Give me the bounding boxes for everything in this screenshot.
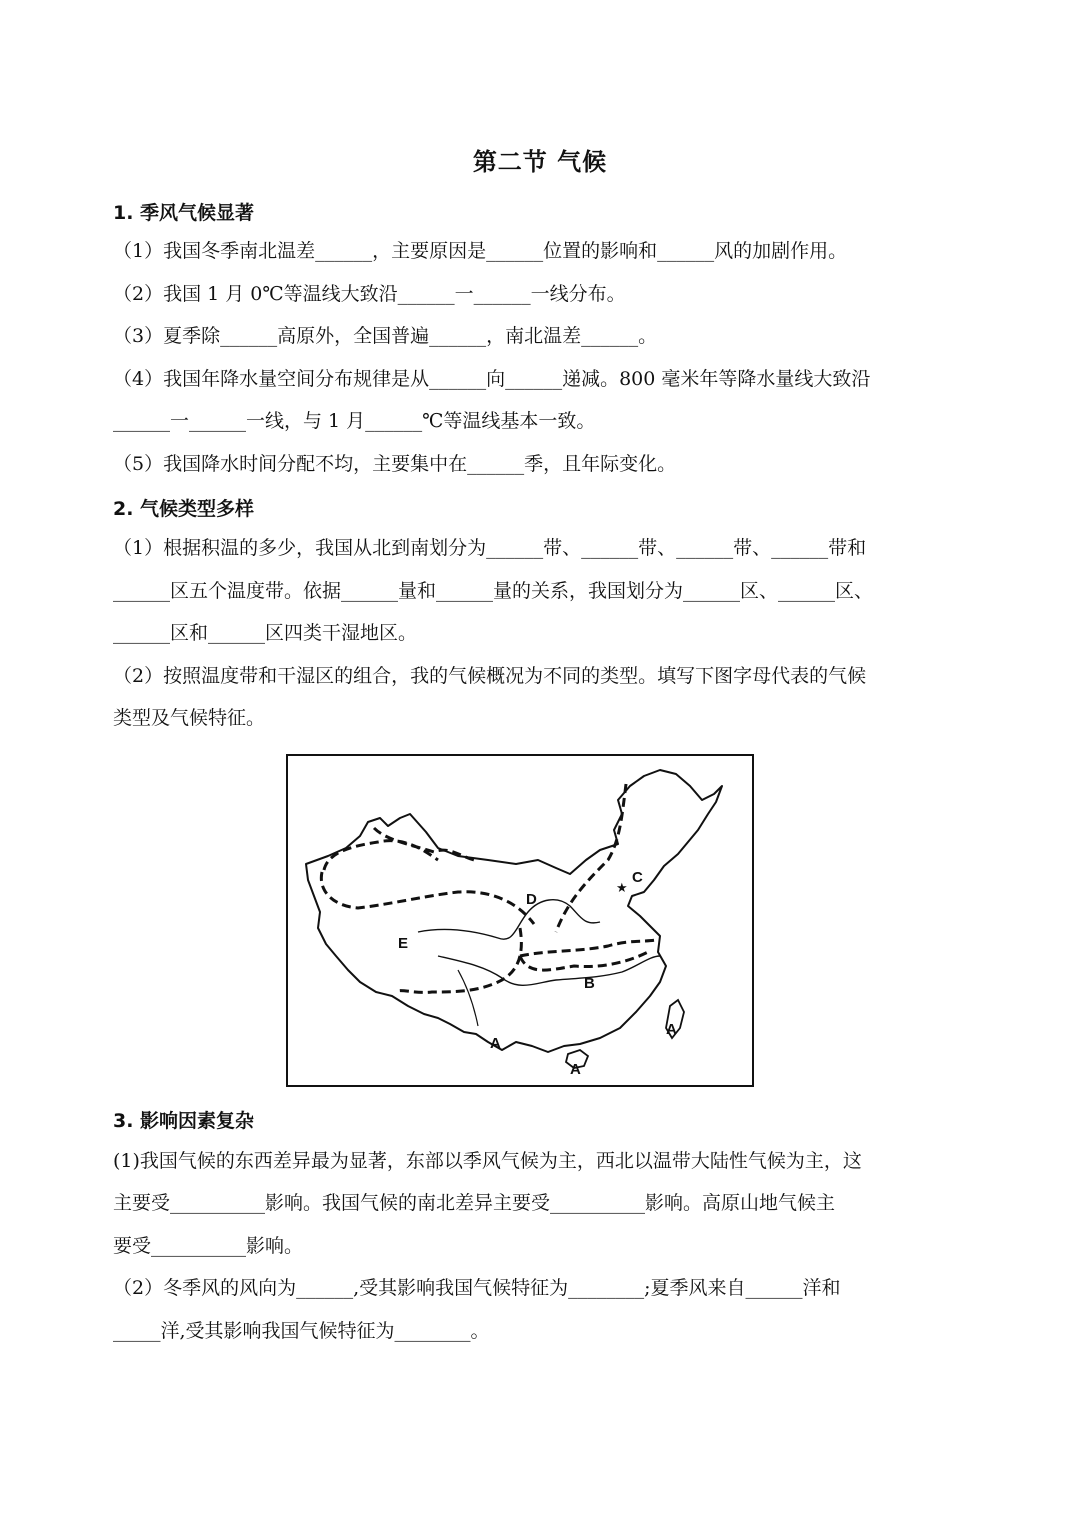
s3-question-2b: _____洋,受其影响我国气候特征为________。 <box>113 1320 490 1342</box>
s3-question-1a: (1)我国气候的东西差异最为显著，东部以季风气候为主，西北以温带大陆性气候为主，这 <box>113 1150 862 1172</box>
map-label-d: D <box>526 891 537 908</box>
map-label-a-yunnan: A <box>490 1035 501 1052</box>
boundary-northeast <box>556 784 626 932</box>
s3-question-2a: （2）冬季风的风向为______,受其影响我国气候特征为________;夏季风来自______洋和 <box>113 1277 841 1299</box>
s1-question-3: （3）夏季除______高原外，全国普遍______，南北温差______。 <box>113 325 658 347</box>
southwest-river <box>458 970 478 1026</box>
china-map-svg <box>288 756 752 1085</box>
map-label-a-taiwan: A <box>666 1021 677 1038</box>
s2-question-1a: （1）根据积温的多少，我国从北到南划分为______带、______带、______带、______带和 <box>113 537 867 559</box>
boundary-north-arid <box>324 828 474 870</box>
map-label-e: E <box>398 935 409 952</box>
boundary-tarim <box>321 872 534 924</box>
s2-question-2b: 类型及气候特征。 <box>113 707 266 729</box>
map-label-b: B <box>584 975 595 992</box>
section-2-heading: 2. 气候类型多样 <box>113 498 255 520</box>
map-label-c: C <box>632 869 643 886</box>
s1-question-1: （1）我国冬季南北温差______，主要原因是______位置的影响和______风的加剧作用。 <box>113 240 848 262</box>
boundary-qinling <box>520 940 656 956</box>
s2-question-1c: ______区和______区四类干湿地区。 <box>113 622 418 644</box>
s1-question-2: （2）我国 1 月 0℃等温线大致沿______一______一线分布。 <box>113 283 626 305</box>
capital-star-icon: ★ <box>616 880 628 895</box>
s1-question-4a: （4）我国年降水量空间分布规律是从______向______递减。800 毫米年等降水量线大致沿 <box>113 368 871 390</box>
s1-question-5: （5）我国降水时间分配不均，主要集中在______季，且年际变化。 <box>113 453 677 475</box>
yellow-river <box>418 900 600 939</box>
s3-question-1b: 主要受__________影响。我国气候的南北差异主要受__________影响。高原山地气候主 <box>113 1192 836 1214</box>
section-1-heading: 1. 季风气候显著 <box>113 202 255 224</box>
map-label-a-hainan: A <box>570 1061 581 1078</box>
section-3-heading: 3. 影响因素复杂 <box>113 1110 255 1132</box>
page-title: 第二节 气候 <box>472 148 608 176</box>
s1-question-4b: ______一______一线，与 1 月______℃等温线基本一致。 <box>113 410 596 432</box>
china-climate-map <box>286 754 754 1087</box>
s2-question-1b: ______区五个温度带。依据______量和______量的关系，我国划分为______区、______区、 <box>113 580 874 602</box>
china-outline <box>306 770 722 1052</box>
s3-question-1c: 要受__________影响。 <box>113 1235 304 1257</box>
boundary-east-dash <box>520 952 648 970</box>
s2-question-2a: （2）按照温度带和干湿区的组合，我的气候概况为不同的类型。填写下图字母代表的气候 <box>113 665 867 687</box>
